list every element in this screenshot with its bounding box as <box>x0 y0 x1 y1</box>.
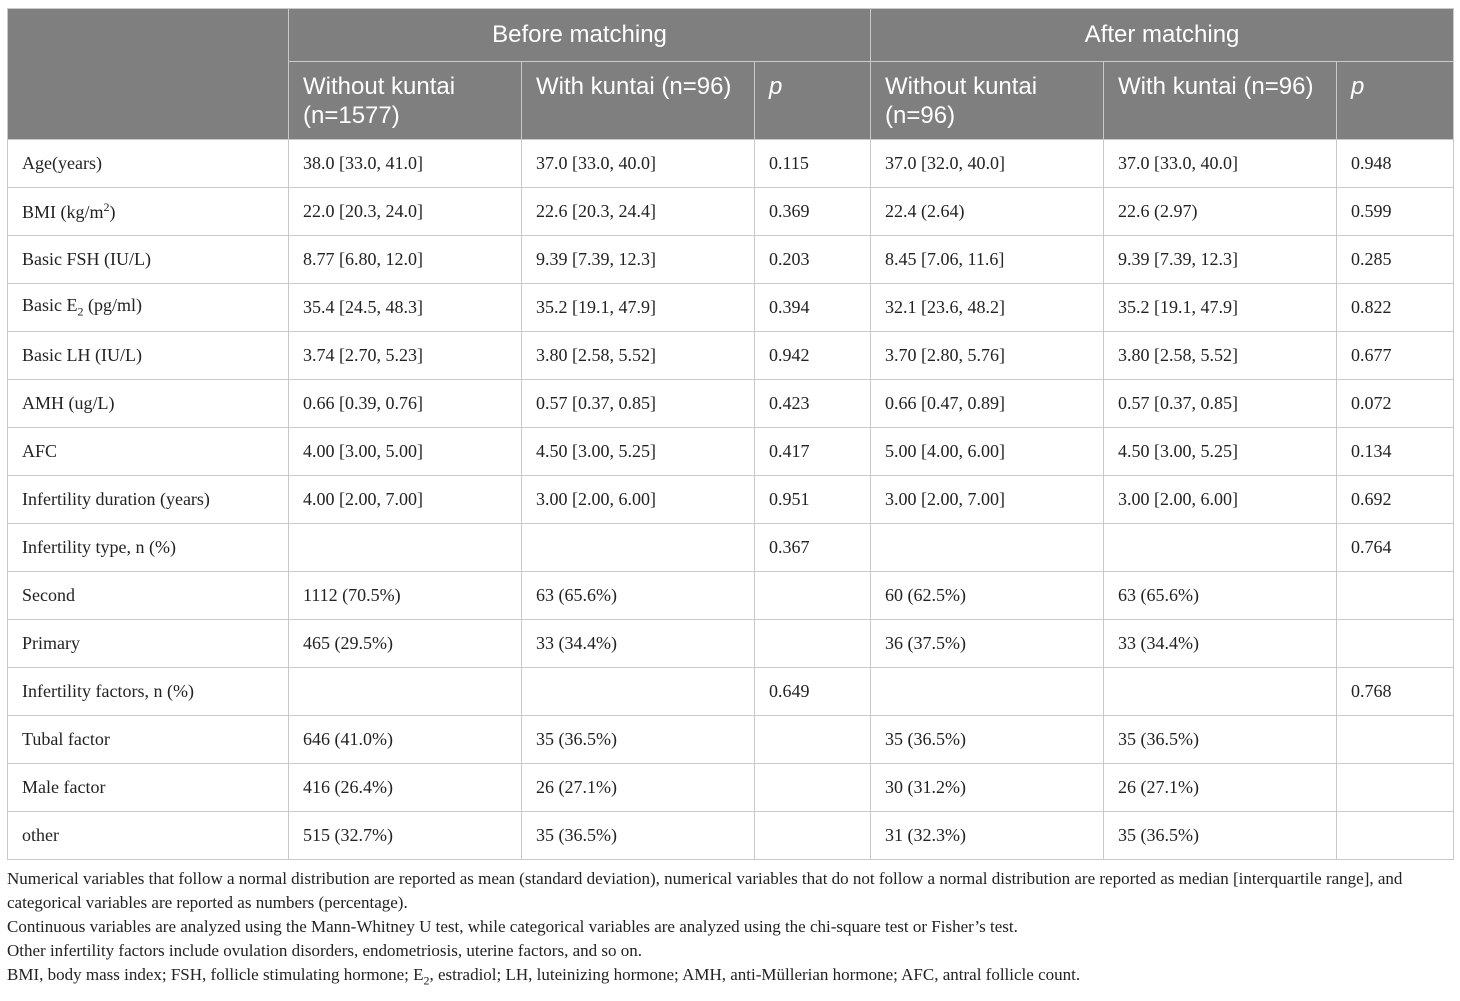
row-label: AMH (ug/L) <box>8 380 289 428</box>
table-row <box>8 236 1454 284</box>
row-label: Age(years) <box>8 140 289 188</box>
cell: 35 (36.5%) <box>522 716 755 764</box>
row-label-text-end: (pg/ml) <box>83 295 142 316</box>
cell: 0.367 <box>755 524 871 572</box>
table-row <box>8 764 1454 812</box>
cell: 3.00 [2.00, 6.00] <box>522 476 755 524</box>
table-row <box>8 380 1454 428</box>
cell: 0.822 <box>1337 284 1454 332</box>
cell: 0.951 <box>755 476 871 524</box>
row-label: Tubal factor <box>8 716 289 764</box>
cell: 33 (34.4%) <box>1104 620 1337 668</box>
cell: 22.6 [20.3, 24.4] <box>522 188 755 236</box>
cell: 35.2 [19.1, 47.9] <box>1104 284 1337 332</box>
cell: 0.134 <box>1337 428 1454 476</box>
cell: 0.764 <box>1337 524 1454 572</box>
header-before-matching: Before matching <box>289 9 871 62</box>
cell: 0.942 <box>755 332 871 380</box>
cell: 33 (34.4%) <box>522 620 755 668</box>
cell: 515 (32.7%) <box>289 812 522 860</box>
cell <box>289 668 522 716</box>
cell: 465 (29.5%) <box>289 620 522 668</box>
row-label-subscript: 2 <box>77 304 84 319</box>
row-label-text-end: ) <box>109 202 116 222</box>
header-group-row <box>8 9 1454 62</box>
table-row <box>8 428 1454 476</box>
cell <box>871 524 1104 572</box>
table-footnotes <box>7 860 1453 992</box>
cell: 60 (62.5%) <box>871 572 1104 620</box>
row-label-text: BMI (kg/m <box>22 202 104 222</box>
cell: 37.0 [33.0, 40.0] <box>522 140 755 188</box>
cell: 35.4 [24.5, 48.3] <box>289 284 522 332</box>
abbrev-subscript: 2 <box>423 973 430 988</box>
cell: 0.57 [0.37, 0.85] <box>1104 380 1337 428</box>
row-label: Infertility duration (years) <box>8 476 289 524</box>
col-header-before-with: With kuntai (n=96) <box>522 62 755 140</box>
cell: 0.417 <box>755 428 871 476</box>
cell <box>755 812 871 860</box>
col-header-after-without: Without kuntai (n=96) <box>871 62 1104 140</box>
cell: 4.00 [3.00, 5.00] <box>289 428 522 476</box>
cell <box>522 524 755 572</box>
row-label: Primary <box>8 620 289 668</box>
table-row <box>8 284 1454 332</box>
cell: 0.649 <box>755 668 871 716</box>
row-label: Second <box>8 572 289 620</box>
cell: 0.203 <box>755 236 871 284</box>
cell: 8.45 [7.06, 11.6] <box>871 236 1104 284</box>
table-row <box>8 524 1454 572</box>
header-after-matching: After matching <box>871 9 1454 62</box>
cell: 3.00 [2.00, 7.00] <box>871 476 1104 524</box>
cell: 35.2 [19.1, 47.9] <box>522 284 755 332</box>
cell: 26 (27.1%) <box>1104 764 1337 812</box>
cell: 0.423 <box>755 380 871 428</box>
cell: 38.0 [33.0, 41.0] <box>289 140 522 188</box>
cell: 4.50 [3.00, 5.25] <box>522 428 755 476</box>
table-row <box>8 188 1454 236</box>
row-label-superscript: 2 <box>103 200 110 214</box>
cell: 22.0 [20.3, 24.0] <box>289 188 522 236</box>
cell: 0.369 <box>755 188 871 236</box>
cell: 26 (27.1%) <box>522 764 755 812</box>
cell <box>1104 524 1337 572</box>
footnote-abbreviations <box>7 963 1453 992</box>
row-label: AFC <box>8 428 289 476</box>
cell: 3.80 [2.58, 5.52] <box>1104 332 1337 380</box>
row-label <box>8 188 289 236</box>
abbrev-text-end: , estradiol; LH, luteinizing hormone; AMH, anti-Müllerian hormone; AFC, antral follicle count. <box>429 965 1081 984</box>
cell: 0.66 [0.39, 0.76] <box>289 380 522 428</box>
baseline-characteristics-table <box>7 8 1454 860</box>
cell: 416 (26.4%) <box>289 764 522 812</box>
cell: 0.115 <box>755 140 871 188</box>
cell: 0.692 <box>1337 476 1454 524</box>
cell: 22.4 (2.64) <box>871 188 1104 236</box>
cell: 4.00 [2.00, 7.00] <box>289 476 522 524</box>
cell <box>755 572 871 620</box>
table-row <box>8 620 1454 668</box>
cell: 37.0 [33.0, 40.0] <box>1104 140 1337 188</box>
cell: 36 (37.5%) <box>871 620 1104 668</box>
cell: 63 (65.6%) <box>1104 572 1337 620</box>
footnote-other-factors: Other infertility factors include ovulation disorders, endometriosis, uterine factors, and so on. <box>7 941 642 960</box>
cell: 0.66 [0.47, 0.89] <box>871 380 1104 428</box>
cell: 0.768 <box>1337 668 1454 716</box>
cell: 30 (31.2%) <box>871 764 1104 812</box>
cell <box>1337 764 1454 812</box>
row-label <box>8 284 289 332</box>
cell <box>289 524 522 572</box>
col-header-after-with: With kuntai (n=96) <box>1104 62 1337 140</box>
cell: 646 (41.0%) <box>289 716 522 764</box>
cell: 35 (36.5%) <box>522 812 755 860</box>
cell: 5.00 [4.00, 6.00] <box>871 428 1104 476</box>
header-empty-cell <box>8 9 289 140</box>
cell: 35 (36.5%) <box>1104 716 1337 764</box>
cell: 1112 (70.5%) <box>289 572 522 620</box>
cell: 31 (32.3%) <box>871 812 1104 860</box>
footnote-tests: Continuous variables are analyzed using the Mann-Whitney U test, while categorical variables are analyzed using the chi-square test or Fisher’s test. <box>7 917 1018 936</box>
row-label-text: Basic E <box>22 295 78 316</box>
cell: 35 (36.5%) <box>871 716 1104 764</box>
table-row <box>8 668 1454 716</box>
row-label: Male factor <box>8 764 289 812</box>
cell <box>1104 668 1337 716</box>
cell: 0.57 [0.37, 0.85] <box>522 380 755 428</box>
table-container <box>7 8 1453 992</box>
cell: 0.948 <box>1337 140 1454 188</box>
row-label: Infertility type, n (%) <box>8 524 289 572</box>
row-label: Infertility factors, n (%) <box>8 668 289 716</box>
cell <box>522 668 755 716</box>
footnote-distribution: Numerical variables that follow a normal distribution are reported as mean (standard deviation), numerical variables that do not follow a normal distribution are reported as median [interquartile range], and categorical variables are reported as numbers (percentage). <box>7 869 1403 912</box>
cell: 3.80 [2.58, 5.52] <box>522 332 755 380</box>
cell <box>755 764 871 812</box>
row-label: other <box>8 812 289 860</box>
cell: 22.6 (2.97) <box>1104 188 1337 236</box>
cell: 9.39 [7.39, 12.3] <box>1104 236 1337 284</box>
cell: 9.39 [7.39, 12.3] <box>522 236 755 284</box>
cell: 32.1 [23.6, 48.2] <box>871 284 1104 332</box>
cell: 3.74 [2.70, 5.23] <box>289 332 522 380</box>
cell: 0.394 <box>755 284 871 332</box>
cell: 0.599 <box>1337 188 1454 236</box>
cell <box>871 668 1104 716</box>
row-label: Basic LH (IU/L) <box>8 332 289 380</box>
cell <box>1337 716 1454 764</box>
col-header-after-p: p <box>1337 62 1454 140</box>
cell <box>1337 620 1454 668</box>
cell: 3.70 [2.80, 5.76] <box>871 332 1104 380</box>
cell: 0.677 <box>1337 332 1454 380</box>
cell: 0.285 <box>1337 236 1454 284</box>
col-header-before-without: Without kuntai (n=1577) <box>289 62 522 140</box>
cell <box>1337 572 1454 620</box>
abbrev-text: BMI, body mass index; FSH, follicle stimulating hormone; E <box>7 965 424 984</box>
cell: 3.00 [2.00, 6.00] <box>1104 476 1337 524</box>
table-row <box>8 812 1454 860</box>
cell: 37.0 [32.0, 40.0] <box>871 140 1104 188</box>
cell <box>755 716 871 764</box>
table-row <box>8 332 1454 380</box>
cell <box>755 620 871 668</box>
cell: 8.77 [6.80, 12.0] <box>289 236 522 284</box>
cell: 0.072 <box>1337 380 1454 428</box>
table-row <box>8 140 1454 188</box>
cell: 63 (65.6%) <box>522 572 755 620</box>
cell: 35 (36.5%) <box>1104 812 1337 860</box>
cell <box>1337 812 1454 860</box>
row-label: Basic FSH (IU/L) <box>8 236 289 284</box>
table-row <box>8 572 1454 620</box>
cell: 4.50 [3.00, 5.25] <box>1104 428 1337 476</box>
col-header-before-p: p <box>755 62 871 140</box>
table-row <box>8 716 1454 764</box>
table-row <box>8 476 1454 524</box>
